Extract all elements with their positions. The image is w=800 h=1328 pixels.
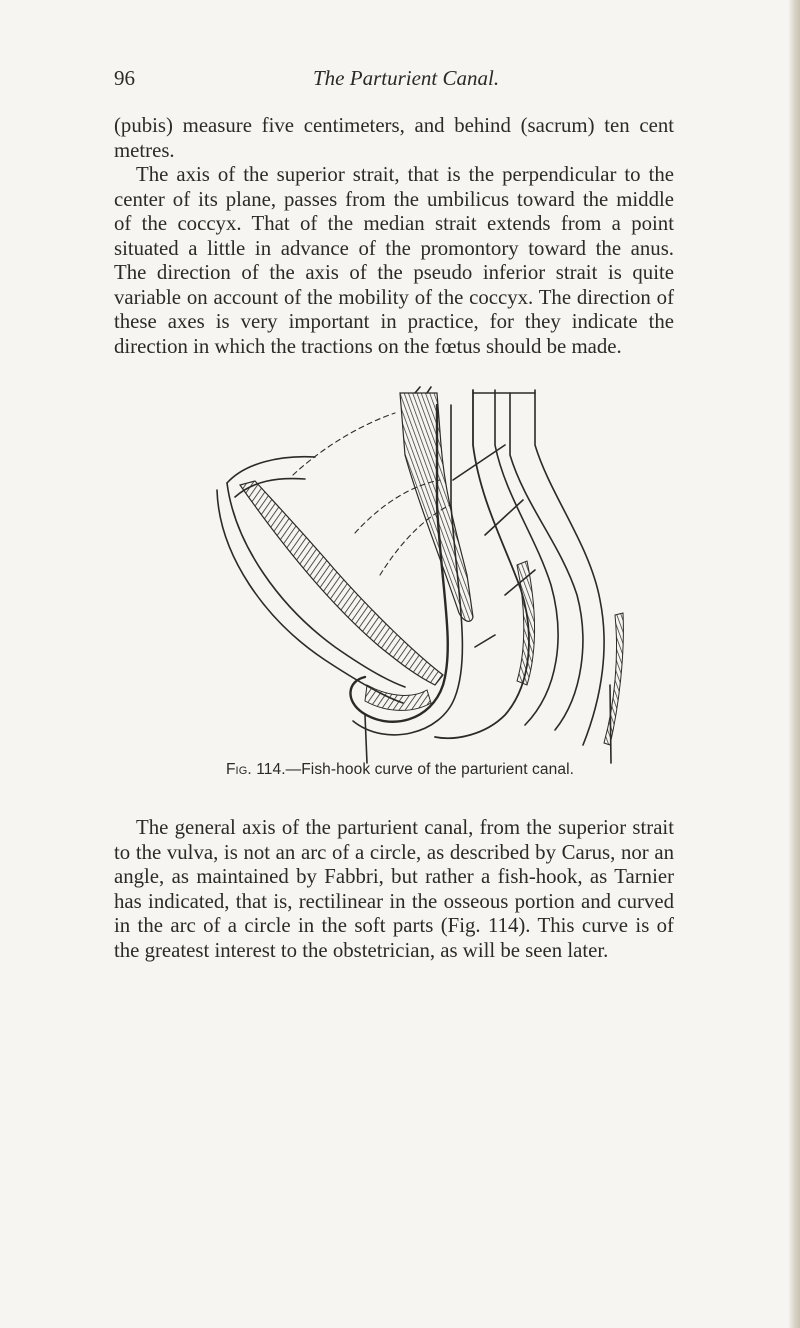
text-line: (pubis) measure five centimeters, and behind (sacrum) ten cent	[114, 114, 674, 137]
fish-hook-figure	[205, 385, 645, 765]
outer-left-contour	[217, 490, 403, 703]
paragraph-general-axis	[114, 816, 674, 963]
text-line: variable on account of the mobility of the coccyx. The direction of	[114, 285, 674, 309]
figure-caption	[0, 761, 800, 779]
text-line: the greatest interest to the obstetrician, as will be seen later.	[114, 938, 609, 962]
figure-number: 114.	[256, 761, 286, 778]
text-line: angle, as maintained by Fabbri, but rather a fish-hook, as Tarnier	[114, 865, 674, 888]
figure-caption-text: —Fish-hook curve of the parturient canal.	[285, 761, 575, 778]
text-line: has indicated, that is, rectilinear in the osseous portion and curved	[114, 889, 674, 913]
text-line: direction in which the tractions on the fœtus should be made.	[114, 334, 622, 358]
text-line: The general axis of the parturient canal, from the superior strait	[136, 816, 674, 839]
pelvic-section-illustration	[205, 385, 645, 765]
text-line: The direction of the axis of the pseudo inferior strait is quite	[114, 261, 674, 284]
paragraph-continuation	[114, 114, 674, 163]
page-number: 96	[114, 66, 135, 90]
text-line: in the arc of a circle in the soft parts (Fig. 114). This curve is of	[114, 914, 674, 937]
running-title: The Parturient Canal.	[313, 66, 500, 90]
text-line: center of its plane, passes from the umbilicus toward the middle	[114, 187, 674, 211]
text-line: situated a little in advance of the promontory toward the anus.	[114, 236, 674, 260]
text-line: The axis of the superior strait, that is the perpendicular to the	[136, 163, 674, 186]
text-line: of the coccyx. That of the median strait extends from a point	[114, 212, 674, 235]
figure-label: Fig.	[225, 761, 252, 778]
text-line: metres.	[114, 138, 175, 162]
text-line: these axes is very important in practice, for they indicate the	[114, 310, 674, 333]
paragraph-axes	[114, 163, 674, 359]
running-header	[114, 66, 674, 96]
text-line: to the vulva, is not an arc of a circle, as described by Carus, nor an	[114, 840, 674, 864]
page-edge-shadow	[788, 0, 800, 1328]
